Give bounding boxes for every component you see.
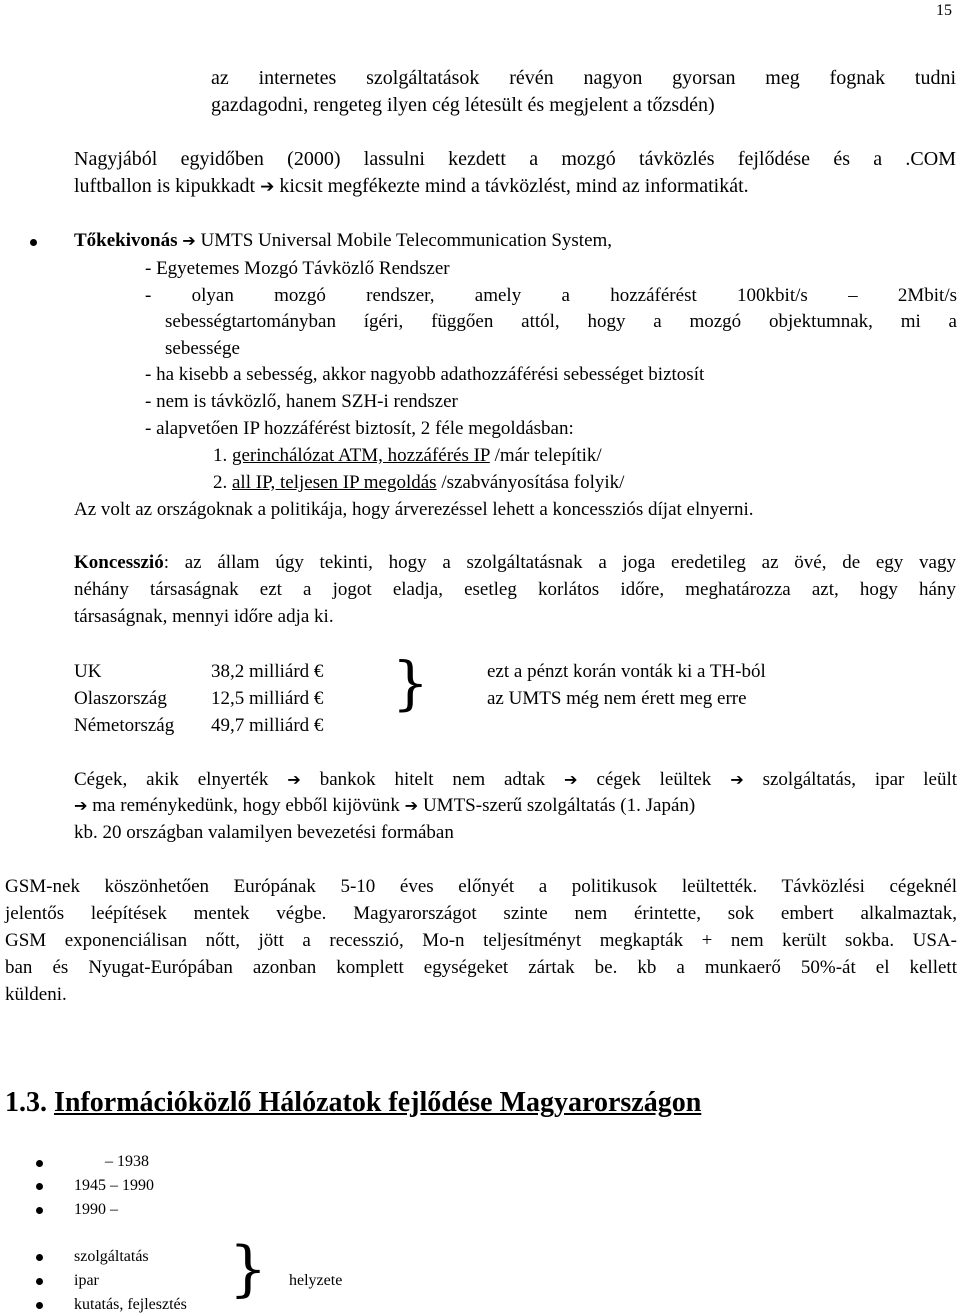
chain-line-1: Cégek, akik elnyerték ➔ bankok hitelt nem adtak ➔ cégek leültek ➔ szolgáltatás, ipar leült: [74, 769, 958, 790]
umts-solution-1: 1. gerinchálózat ATM, hozzáférés IP /már telepítik/: [213, 445, 602, 466]
gsm-line: jelentős leépítések mentek végbe. Magyarországot szinte nem érintette, sok embert alkalmaztak,: [5, 903, 957, 924]
para1-line-2: luftballon is kipukkadt ➔ kicsit megfékezte mind a távközlést, mind az informatikát.: [74, 175, 749, 197]
bullet-icon: [36, 1160, 43, 1167]
bullet-icon: [36, 1183, 43, 1190]
auction-brace: }: [392, 649, 429, 717]
chain-line-2: ➔ ma reménykedünk, hogy ebből kijövünk ➔ UMTS-szerű szolgáltatás (1. Japán): [74, 795, 696, 816]
intro-line-1: az internetes szolgáltatások révén nagyon gyorsan meg fognak tudni: [211, 67, 956, 89]
auction-amount: 49,7 milliárd €: [211, 715, 324, 736]
page-number: 15: [936, 2, 952, 19]
area-item: szolgáltatás: [74, 1248, 149, 1265]
arrow-right-icon: ➔: [564, 770, 578, 789]
gsm-line: küldeni.: [5, 984, 67, 1005]
umts-item: - Egyetemes Mozgó Távközlő Rendszer: [145, 258, 450, 279]
umts-item: - nem is távközlő, hanem SZH-i rendszer: [145, 391, 458, 412]
period-item: 1945 – 1990: [74, 1177, 154, 1194]
auction-note: ezt a pénzt korán vonták ki a TH-ból: [487, 661, 766, 682]
umts-item: sebességtartományban ígéri, függően attól, hogy a mozgó objektumnak, mi a: [165, 311, 957, 332]
auction-country: UK: [74, 661, 102, 682]
umts-item: sebessége: [165, 338, 240, 359]
umts-item: - alapvetően IP hozzáférést biztosít, 2 féle megoldásban:: [145, 418, 574, 439]
gsm-line: GSM exponenciálisan nőtt, jött a recesszió, Mo-n teljesítményt megkapták + nem került sokba. USA-: [5, 930, 957, 951]
koncesszio-line-3: társaságnak, mennyi időre adja ki.: [74, 606, 334, 627]
chain-line-3: kb. 20 országban valamilyen bevezetési formában: [74, 822, 454, 843]
areas-brace: }: [229, 1234, 268, 1304]
arrow-right-icon: ➔: [730, 770, 744, 789]
intro-line-2: gazdagodni, rengeteg ilyen cég létesült és megjelent a tőzsdén): [211, 94, 715, 116]
umts-heading: Tőkekivonás ➔ UMTS Universal Mobile Telecommunication System,: [74, 230, 613, 251]
auction-note: az UMTS még nem érett meg erre: [487, 688, 747, 709]
bullet-icon: [36, 1207, 43, 1214]
bullet-icon: [36, 1254, 43, 1261]
arrow-right-icon: ➔: [404, 796, 419, 815]
umts-item: - olyan mozgó rendszer, amely a hozzáférést 100kbit/s – 2Mbit/s: [145, 285, 957, 306]
koncesszio-line-1: Koncesszió: az állam úgy tekinti, hogy a szolgáltatásnak a joga eredetileg az övé, de egy vagy: [74, 552, 956, 573]
arrow-right-icon: ➔: [287, 770, 301, 789]
koncesszio-line-2: néhány társaságnak ezt a jogot eladja, esetleg korlátos időre, meghatározza azt, hogy hány: [74, 579, 956, 600]
umts-closing: Az volt az országoknak a politikája, hogy árverezéssel lehett a koncessziós díjat elnyerni.: [74, 499, 754, 520]
bullet-icon: [36, 1302, 43, 1309]
period-item: 1990 –: [74, 1201, 118, 1218]
auction-amount: 38,2 milliárd €: [211, 661, 324, 682]
bullet-icon: [36, 1278, 43, 1285]
period-item: – 1938: [105, 1153, 149, 1170]
arrow-right-icon: ➔: [74, 796, 88, 815]
arrow-right-icon: ➔: [182, 231, 196, 250]
umts-solution-2: 2. all IP, teljesen IP megoldás /szabványosítása folyik/: [213, 472, 625, 493]
bullet-icon: [30, 239, 37, 246]
auction-amount: 12,5 milliárd €: [211, 688, 324, 709]
arrow-right-icon: ➔: [260, 177, 275, 197]
gsm-line: GSM-nek köszönhetően Európának 5-10 éves előnyét a politikusok leültették. Távközlési cégeknél: [5, 876, 957, 897]
area-item: ipar: [74, 1272, 99, 1289]
areas-label: helyzete: [289, 1272, 343, 1289]
auction-country: Németország: [74, 715, 175, 736]
auction-country: Olaszország: [74, 688, 167, 709]
umts-item: - ha kisebb a sebesség, akkor nagyobb adathozzáférési sebességet biztosít: [145, 364, 705, 385]
para1-line-1: Nagyjából egyidőben (2000) lassulni kezdett a mozgó távközlés fejlődése és a .COM: [74, 148, 956, 170]
section-heading: 1.3. Információközlő Hálózatok fejlődése Magyarországon: [5, 1087, 702, 1118]
gsm-line: ban és Nyugat-Európában azonban komplett egységeket zártak be. kb a munkaerő 50%-át el kellett: [5, 957, 957, 978]
area-item: kutatás, fejlesztés: [74, 1296, 187, 1313]
